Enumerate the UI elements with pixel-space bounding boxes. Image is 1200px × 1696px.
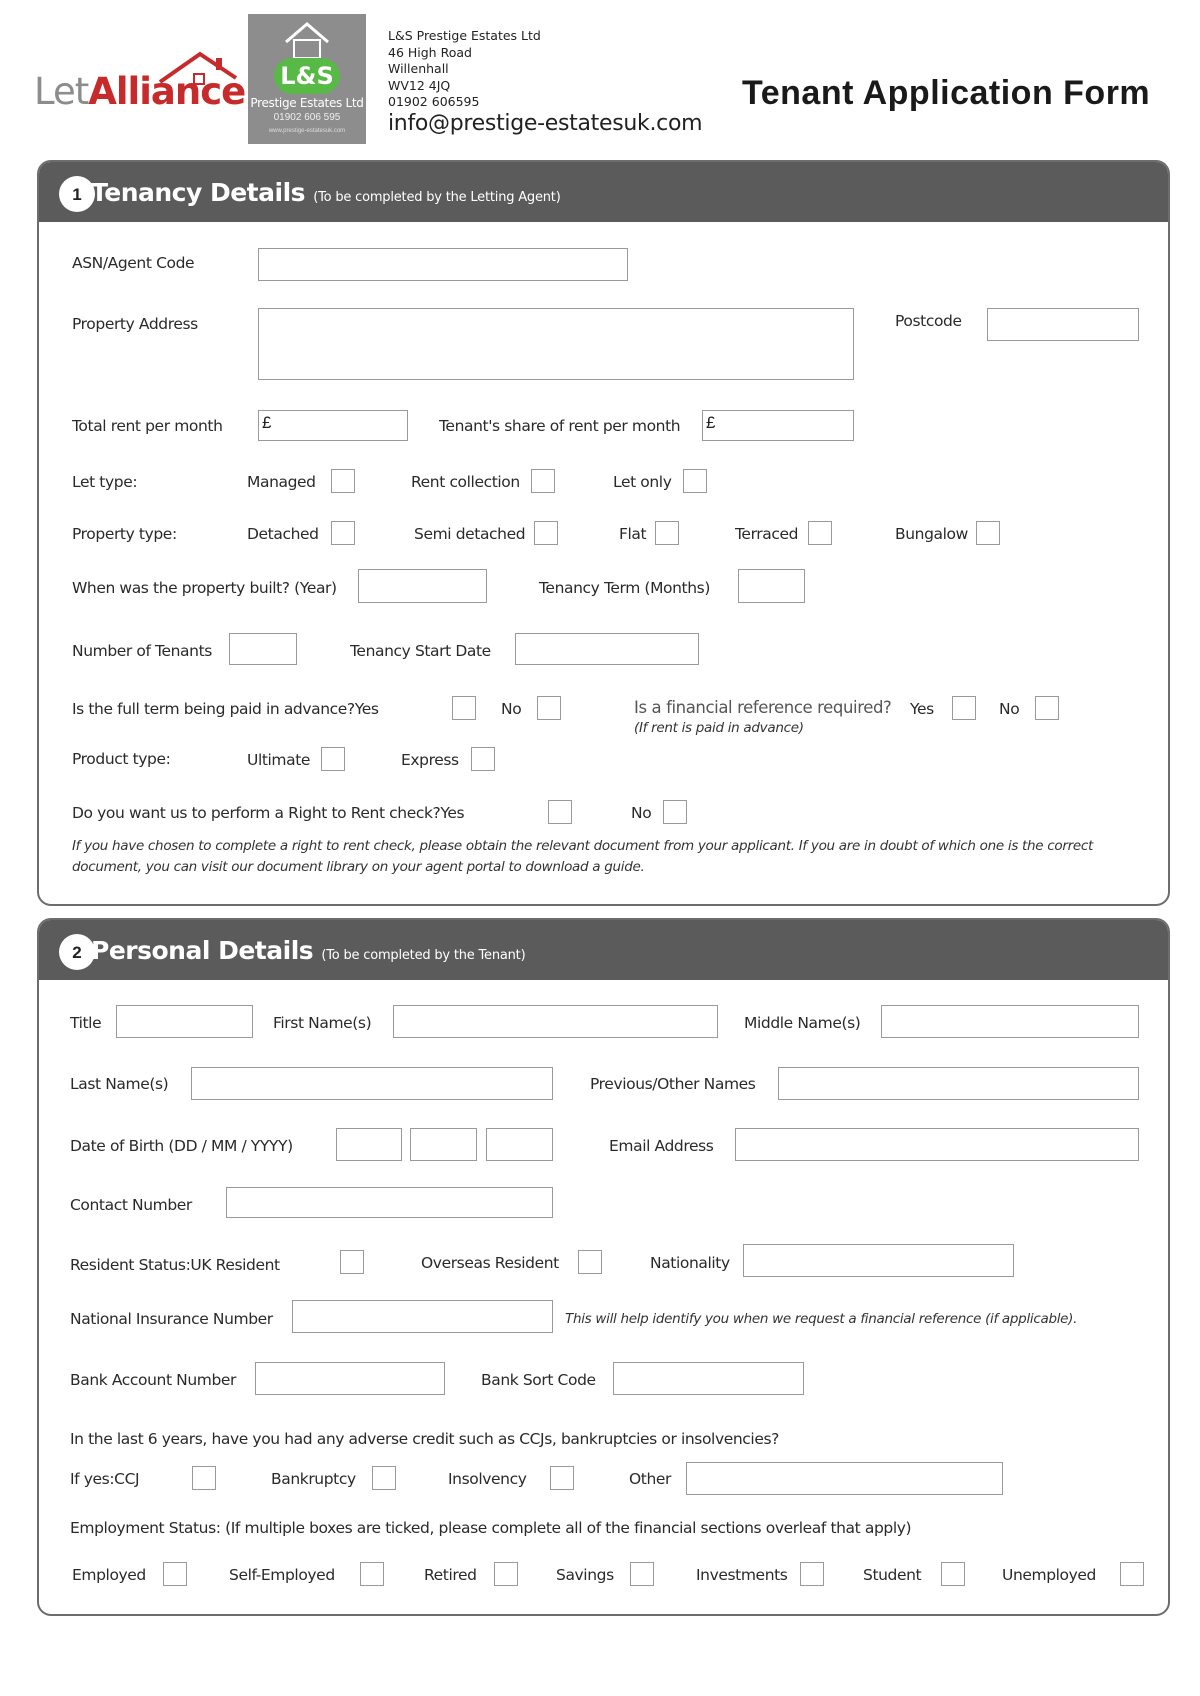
property-address-input[interactable]: [258, 308, 854, 380]
last-name-label: Last Name(s): [70, 1075, 169, 1093]
dob-month-input[interactable]: [410, 1128, 477, 1161]
contact-input[interactable]: [226, 1187, 553, 1218]
tenancy-details-section: [37, 160, 1170, 906]
employment-self-employed-checkbox[interactable]: [360, 1562, 384, 1586]
section-header: [39, 920, 1168, 980]
section-number: 1: [59, 176, 95, 212]
adverse-credit-question: In the last 6 years, have you had any adverse credit such as CCJs, bankruptcies or insolvencies?: [70, 1430, 779, 1448]
product-ultimate-label: Ultimate: [247, 751, 311, 769]
title-input[interactable]: [116, 1005, 253, 1038]
tenant-share-input[interactable]: [702, 410, 854, 441]
overseas-resident-checkbox[interactable]: [578, 1250, 602, 1274]
employment-employed-label: Employed: [72, 1566, 146, 1584]
property-type-semi-checkbox[interactable]: [534, 521, 558, 545]
financial-ref-note: (If rent is paid in advance): [634, 720, 804, 736]
postcode-input[interactable]: [987, 308, 1139, 341]
section-number: 2: [59, 934, 95, 970]
first-name-input[interactable]: [393, 1005, 718, 1038]
overseas-resident-label: Overseas Resident: [421, 1254, 559, 1272]
ni-note: This will help identify you when we request a financial reference (if applicable).: [565, 1311, 1078, 1327]
product-type-label: Product type:: [72, 750, 171, 768]
product-express-checkbox[interactable]: [471, 747, 495, 771]
company-name: L&S Prestige Estates Ltd: [388, 28, 541, 43]
let-type-rent-collection-label: Rent collection: [411, 473, 520, 491]
page-title: Tenant Application Form: [742, 74, 1151, 112]
advance-yes-checkbox[interactable]: [452, 696, 476, 720]
built-year-label: When was the property built? (Year): [72, 579, 337, 597]
property-type-flat-label: Flat: [619, 525, 647, 543]
right-to-rent-label: Do you want us to perform a Right to Rent check?Yes: [72, 804, 465, 822]
bank-account-label: Bank Account Number: [70, 1371, 237, 1389]
credit-bankruptcy-checkbox[interactable]: [372, 1466, 396, 1490]
postcode-label: Postcode: [895, 312, 962, 330]
pound-sign: £: [262, 413, 272, 432]
credit-other-input[interactable]: [686, 1462, 1003, 1495]
ls-badge: L&S: [274, 58, 340, 94]
credit-insolvency-label: Insolvency: [448, 1470, 527, 1488]
advance-label: Is the full term being paid in advance?Yes: [72, 700, 379, 718]
nationality-input[interactable]: [743, 1244, 1014, 1277]
tenancy-term-label: Tenancy Term (Months): [539, 579, 710, 597]
employment-savings-label: Savings: [556, 1566, 614, 1584]
right-to-rent-yes-checkbox[interactable]: [548, 800, 572, 824]
section-title: Personal Details (To be completed by the Tenant): [91, 936, 526, 965]
ni-input[interactable]: [292, 1300, 553, 1333]
num-tenants-label: Number of Tenants: [72, 642, 212, 660]
property-type-detached-label: Detached: [247, 525, 319, 543]
address-street: 46 High Road: [388, 44, 472, 60]
sort-code-label: Bank Sort Code: [481, 1371, 596, 1389]
right-to-rent-no-label: No: [631, 804, 652, 822]
dob-day-input[interactable]: [336, 1128, 402, 1161]
credit-bankruptcy-label: Bankruptcy: [271, 1470, 356, 1488]
employment-employed-checkbox[interactable]: [163, 1562, 187, 1586]
employment-student-checkbox[interactable]: [941, 1562, 965, 1586]
dob-year-input[interactable]: [486, 1128, 553, 1161]
employment-student-label: Student: [863, 1566, 922, 1584]
credit-ccj-label: If yes:CCJ: [70, 1470, 140, 1488]
financial-ref-yes-label: Yes: [910, 700, 934, 718]
address-town: Willenhall: [388, 61, 449, 76]
email-input[interactable]: [735, 1128, 1139, 1161]
personal-details-section: [37, 918, 1170, 1616]
product-express-label: Express: [401, 751, 459, 769]
email-label: Email Address: [609, 1137, 714, 1155]
asn-label: ASN/Agent Code: [72, 254, 195, 272]
section-title: Tenancy Details (To be completed by the Letting Agent): [91, 178, 561, 207]
financial-ref-no-checkbox[interactable]: [1035, 696, 1059, 720]
ls-logo-phone: 01902 606 595: [273, 112, 341, 123]
house-icon: [282, 20, 332, 60]
ls-logo-web: www.prestige-estatesuk.com: [268, 128, 346, 134]
pound-sign: £: [706, 413, 716, 432]
house-roof-icon: [156, 48, 240, 92]
nationality-label: Nationality: [650, 1254, 730, 1272]
let-type-let-only-label: Let only: [613, 473, 672, 491]
num-tenants-input[interactable]: [229, 633, 297, 665]
bank-account-input[interactable]: [255, 1362, 445, 1395]
property-type-label: Property type:: [72, 525, 177, 543]
ls-logo-name: Prestige Estates Ltd: [250, 96, 364, 110]
advance-no-checkbox[interactable]: [537, 696, 561, 720]
employment-investments-label: Investments: [696, 1566, 788, 1584]
property-type-flat-checkbox[interactable]: [655, 521, 679, 545]
employment-unemployed-label: Unemployed: [1002, 1566, 1096, 1584]
asn-input[interactable]: [258, 248, 628, 281]
employment-retired-checkbox[interactable]: [494, 1562, 518, 1586]
property-type-semi-label: Semi detached: [414, 525, 526, 543]
product-ultimate-checkbox[interactable]: [321, 747, 345, 771]
uk-resident-checkbox[interactable]: [340, 1250, 364, 1274]
total-rent-input[interactable]: [258, 410, 408, 441]
credit-insolvency-checkbox[interactable]: [550, 1466, 574, 1490]
credit-other-label: Other: [629, 1470, 672, 1488]
property-type-bungalow-label: Bungalow: [895, 525, 968, 543]
let-type-rent-collection-checkbox[interactable]: [531, 469, 555, 493]
let-type-managed-label: Managed: [247, 473, 316, 491]
employment-self-employed-label: Self-Employed: [229, 1566, 335, 1584]
dob-label: Date of Birth (DD / MM / YYYY): [70, 1137, 293, 1155]
previous-names-input[interactable]: [778, 1067, 1139, 1100]
company-address: [388, 28, 541, 111]
title-label: Title: [70, 1014, 102, 1032]
total-rent-label: Total rent per month: [72, 417, 223, 435]
start-date-label: Tenancy Start Date: [350, 642, 491, 660]
advance-no-label: No: [501, 700, 522, 718]
property-type-terraced-checkbox[interactable]: [808, 521, 832, 545]
last-name-input[interactable]: [191, 1067, 553, 1100]
start-date-input[interactable]: [515, 633, 699, 665]
section-header: [39, 162, 1168, 222]
property-address-label: Property Address: [72, 315, 198, 333]
let-type-managed-checkbox[interactable]: [331, 469, 355, 493]
address-postcode: WV12 4JQ: [388, 77, 451, 93]
middle-name-label: Middle Name(s): [744, 1014, 861, 1032]
let-type-label: Let type:: [72, 473, 138, 491]
property-type-terraced-label: Terraced: [735, 525, 799, 543]
property-type-bungalow-checkbox[interactable]: [976, 521, 1000, 545]
right-to-rent-note-line1: If you have chosen to complete a right to rent check, please obtain the relevant document from your applicant. If you are in doubt of which one is the correct: [72, 838, 1093, 854]
first-name-label: First Name(s): [273, 1014, 372, 1032]
contact-label: Contact Number: [70, 1196, 192, 1214]
financial-ref-label: Is a financial reference required?: [634, 698, 892, 717]
resident-status-label: Resident Status:UK Resident: [70, 1256, 280, 1274]
tenancy-term-input[interactable]: [738, 569, 805, 603]
company-phone: 01902 606595: [388, 94, 480, 109]
previous-names-label: Previous/Other Names: [590, 1075, 756, 1093]
let-type-let-only-checkbox[interactable]: [683, 469, 707, 493]
credit-ccj-checkbox[interactable]: [192, 1466, 216, 1490]
employment-retired-label: Retired: [424, 1566, 477, 1584]
tenant-share-label: Tenant's share of rent per month: [439, 417, 681, 435]
middle-name-input[interactable]: [881, 1005, 1139, 1038]
employment-investments-checkbox[interactable]: [800, 1562, 824, 1586]
right-to-rent-no-checkbox[interactable]: [663, 800, 687, 824]
financial-ref-yes-checkbox[interactable]: [952, 696, 976, 720]
sort-code-input[interactable]: [613, 1362, 804, 1395]
built-year-input[interactable]: [358, 569, 487, 603]
ls-prestige-logo: [248, 14, 366, 144]
right-to-rent-note-line2: document, you can visit our document library on your agent portal to download a guide.: [72, 859, 645, 875]
company-email[interactable]: info@prestige-estatesuk.com: [388, 111, 703, 136]
property-type-detached-checkbox[interactable]: [331, 521, 355, 545]
employment-savings-checkbox[interactable]: [630, 1562, 654, 1586]
employment-unemployed-checkbox[interactable]: [1120, 1562, 1144, 1586]
employment-status-label: Employment Status: (If multiple boxes are ticked, please complete all of the financial sections overleaf that apply): [70, 1519, 912, 1537]
letalliance-logo: LetAlliance: [34, 70, 246, 113]
ni-label: National Insurance Number: [70, 1310, 273, 1328]
financial-ref-no-label: No: [999, 700, 1020, 718]
